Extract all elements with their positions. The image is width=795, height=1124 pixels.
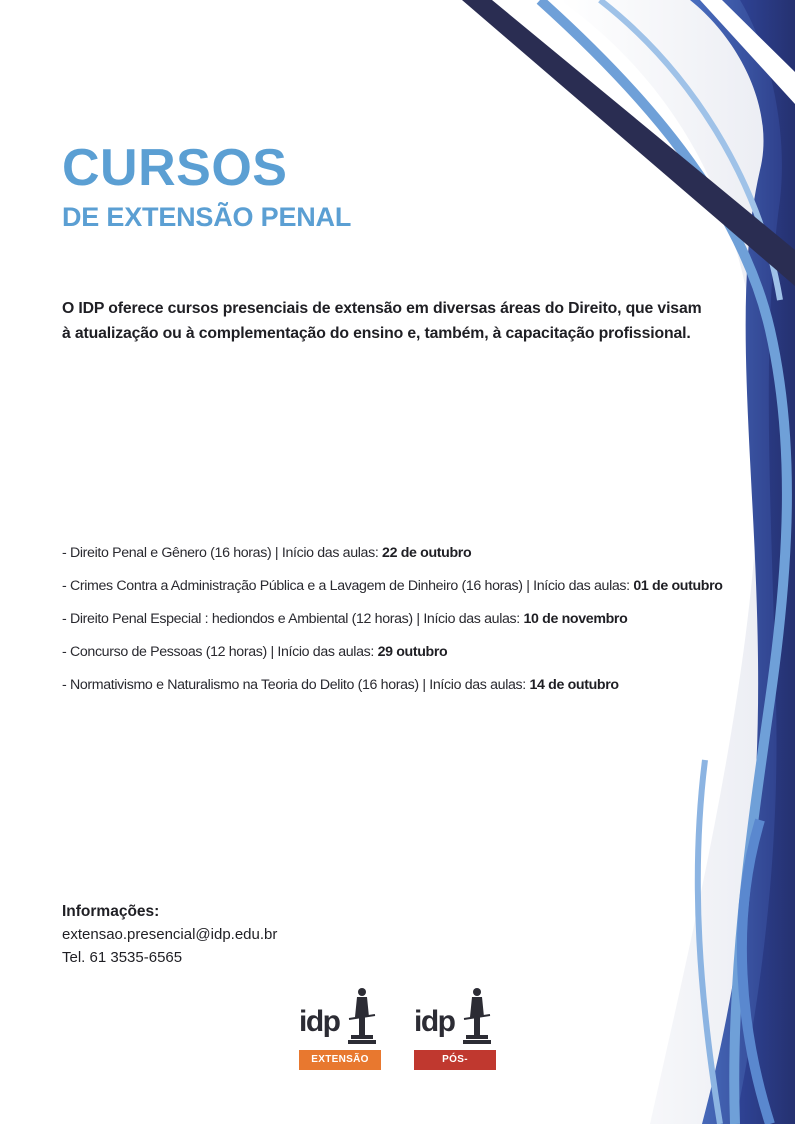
idp-pos-graduacao-logo [414,983,496,1085]
intro-paragraph: O IDP oferece cursos presenciais de extensão em diversas áreas do Direito, que visam à atualização ou à complementação do ensino e, também, à capacitação profissional. [62,300,702,342]
course-list [62,542,762,707]
course-description: - Concurso de Pessoas (12 horas) | Início das aulas: [62,644,378,660]
contact-email: extensao.presencial@idp.edu.br [62,926,278,943]
course-item [62,641,762,663]
logo-wordmark: idp [299,1005,340,1038]
course-description: - Direito Penal e Gênero (16 horas) | Início das aulas: [62,545,383,561]
logo-mark [414,983,496,1045]
justice-statue-icon [345,987,379,1045]
course-item [62,542,762,564]
course-start-date: 14 de outubro [529,677,619,693]
contact-info [62,900,277,969]
course-item [62,608,762,630]
course-start-date: 22 de outubro [382,545,472,561]
page-title: CURSOS [62,139,288,197]
course-item [62,575,762,597]
course-item [62,674,762,696]
course-description: - Crimes Contra a Administração Pública e a Lavagem de Dinheiro (16 horas) | Início das aulas: [62,578,634,594]
page-subtitle: DE EXTENSÃO PENAL [62,202,352,232]
contact-heading: Informações: [62,903,160,920]
logo-wordmark: idp [414,1005,455,1038]
course-description: - Normativismo e Naturalismo na Teoria do Delito (16 horas) | Início das aulas: [62,677,530,693]
idp-extensao-logo [299,983,381,1073]
logo-tag-extensao: EXTENSÃO [299,1050,381,1070]
course-start-date: 10 de novembro [523,611,628,627]
logo-tag-pos-graduacao: PÓS-GRADUAÇÃO [414,1050,496,1070]
logo-mark [299,983,381,1045]
course-start-date: 29 outubro [377,644,448,660]
contact-phone: Tel. 61 3535-6565 [62,949,183,966]
justice-statue-icon [460,987,494,1045]
course-start-date: 01 de outubro [633,578,723,594]
course-description: - Direito Penal Especial : hediondos e Ambiental (12 horas) | Início das aulas: [62,611,524,627]
